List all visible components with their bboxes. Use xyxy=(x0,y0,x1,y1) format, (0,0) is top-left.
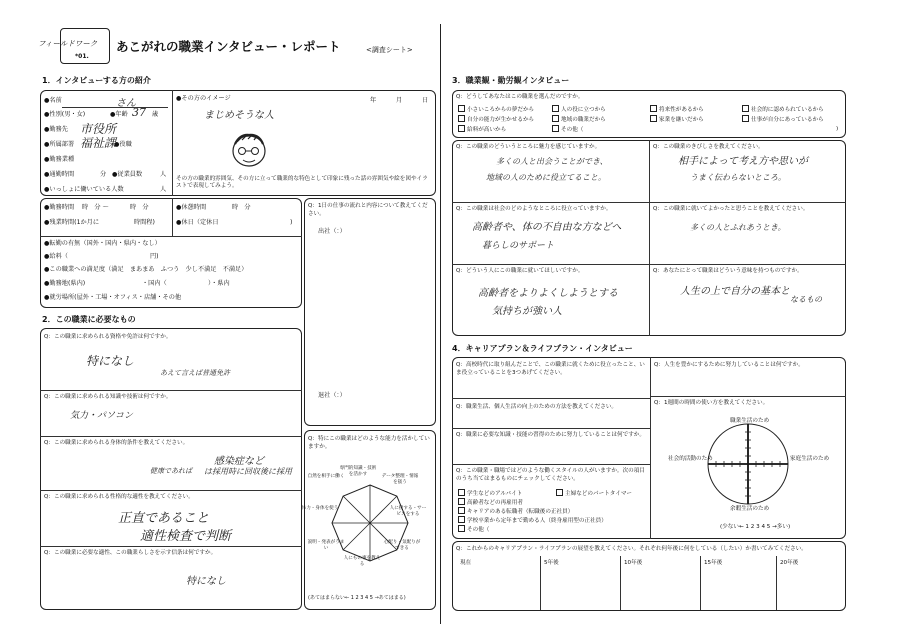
work-style-label: 学生などのアルバイト xyxy=(467,491,523,497)
date-year: 年 xyxy=(370,97,377,104)
checkbox-icon[interactable] xyxy=(458,498,465,505)
week-axis-right: 家庭生活のため xyxy=(790,456,830,462)
radar-label-6: 説明・発表がうまい xyxy=(307,540,345,551)
checkbox-icon[interactable] xyxy=(556,489,563,496)
answer-skills: 気力・パソコン xyxy=(70,411,133,421)
image-note: その方の職業的雰囲気、その方に立って職業的な特色として印象に残った話の雰囲気や絵を図やイラストで表現してみよう。 xyxy=(176,176,428,190)
date-month: 月 xyxy=(396,97,403,104)
answer-license-2: あえて言えば普通免許 xyxy=(160,369,230,377)
plan-column-1: 現在 xyxy=(460,560,472,566)
hours-label: ●勤務時間 xyxy=(44,204,75,211)
hours-end: 時 分 xyxy=(130,204,149,211)
location-label: ●勤務地(県内) xyxy=(44,280,86,287)
checkbox-icon[interactable] xyxy=(650,115,657,122)
staff-label: ●従業員数 xyxy=(112,171,143,178)
reason-label: その他（ xyxy=(561,127,584,133)
question-effort: Q：職業に必要な知識・技能の習得のために努力していることは何ですか。 xyxy=(456,432,645,438)
section2-rule-2 xyxy=(40,436,302,437)
reason-checkbox-1[interactable] xyxy=(458,106,534,113)
plan-column-divider xyxy=(620,556,621,610)
work-style-checkbox-3[interactable] xyxy=(458,499,523,506)
checkbox-icon[interactable] xyxy=(458,489,465,496)
question-improve: Q：職業生活、個人生活の向上のための方法を教えてください。 xyxy=(456,404,618,410)
answer-hardship-2: うまく伝わらないところ。 xyxy=(690,173,786,182)
week-scale: (少ない← 1 2 3 4 5 →多い) xyxy=(720,524,791,530)
checkbox-icon[interactable] xyxy=(458,507,465,514)
question-society: Q：この職業は社会のどのようなところに役立っていますか。 xyxy=(456,206,612,212)
answer-people-1: 高齢者をよりよくしようとする xyxy=(478,288,618,299)
radar-spoke-6 xyxy=(343,523,370,550)
conditions-rule-1 xyxy=(40,236,302,237)
image-label: ●その方のイメージ xyxy=(176,95,231,102)
attitude-rule-1 xyxy=(452,202,846,203)
checkbox-icon[interactable] xyxy=(458,105,465,112)
page-subtitle: <調査シート> xyxy=(366,46,413,54)
page-divider xyxy=(440,24,441,624)
reason-label: 自分の能力が生かせるから xyxy=(467,117,535,123)
transfer-label: ●転勤の有無（国外・国内・県内・なし） xyxy=(44,240,161,247)
radar-label-3: 人に接する・サービスをする xyxy=(389,506,427,517)
answer-physical-2: 感染症など xyxy=(214,456,264,467)
holiday-end: ) xyxy=(290,219,293,226)
work-style-checkbox-5[interactable] xyxy=(458,517,607,524)
break-mid: 時 分 xyxy=(232,204,251,211)
checkbox-icon[interactable] xyxy=(552,125,559,132)
question-physical: Q：この職業に求められる身体的条件を教えてください。 xyxy=(44,440,189,446)
work-label: ●勤務先 xyxy=(44,126,68,133)
question-week: Q：1週間の時間の使い方を教えてください。 xyxy=(654,400,769,406)
checkbox-icon[interactable] xyxy=(552,115,559,122)
ability-radar-scale: (あてはまらない← 1 2 3 4 5 →あてはまる) xyxy=(308,595,406,601)
reason-label: 家業を継いだから xyxy=(659,117,704,123)
question-rich-life: Q：人生を豊かにするために努力していることは何ですか。 xyxy=(654,362,804,368)
answer-society-2: 暮らしのサポート xyxy=(482,241,555,251)
question-work-style: Q：この職業・職場ではどのような働くスタイルの人がいますか。次の項目のうち当てはまるものにチェックしてください。 xyxy=(456,468,645,482)
coworkers-unit: 人 xyxy=(160,186,167,193)
person-sketch xyxy=(226,130,272,172)
question-appeal: Q：この職業のどういうところに魅力を感じていますか。 xyxy=(456,144,601,150)
answer-meaning-2: なるもの xyxy=(790,295,822,304)
profile-divider xyxy=(172,90,173,196)
depart-label: 出社（：） xyxy=(318,228,346,235)
career-rule-3 xyxy=(452,464,650,465)
name-label: ●名前 xyxy=(44,97,62,104)
answer-joy: 多くの人とふれあうとき。 xyxy=(690,223,786,232)
work-style-checkbox-1[interactable] xyxy=(458,490,522,497)
answer-license-1: 特になし xyxy=(86,354,135,368)
position-label: ●役職 xyxy=(114,141,132,148)
break-label: ●休憩時間 xyxy=(176,204,207,211)
answer-appeal-1: 多くの人と出会うことができ、 xyxy=(496,157,608,166)
answer-society-1: 高齢者や、体の不自由な方などへ xyxy=(472,222,622,233)
reason-label: 社会的に認められているから xyxy=(751,107,824,113)
leave-label: 退社（：） xyxy=(318,392,346,399)
location-mid: ・国内（ xyxy=(142,280,167,287)
work-style-label: キャリアのある転職者（転職後の正社員） xyxy=(467,509,574,515)
reason-checkbox-7[interactable] xyxy=(650,116,704,123)
answer-appeal-2: 地域の人のために役立てること。 xyxy=(486,173,606,182)
question-creed: Q：この職業に必要な適性、この職業らしさを示す信条は何ですか。 xyxy=(44,550,217,556)
checkbox-icon[interactable] xyxy=(742,115,749,122)
reason-checkbox-3[interactable] xyxy=(650,106,704,113)
plan-column-2: 5年後 xyxy=(544,560,559,566)
daily-flow-question: Q：1日の仕事の流れと内容について教えてください。 xyxy=(308,203,428,217)
work-style-checkbox-4[interactable] xyxy=(458,508,573,515)
question-meaning: Q：あなたにとって職業はどういう意味を持つものですか。 xyxy=(653,268,803,274)
plan-column-3: 10年後 xyxy=(624,560,643,566)
work-style-checkbox-6[interactable] xyxy=(458,526,489,533)
age-value: 37 xyxy=(132,106,146,119)
checkbox-icon[interactable] xyxy=(458,125,465,132)
age-label: ●年齢 xyxy=(110,111,128,118)
coworkers-label: ●いっしょに働いている人数 xyxy=(44,186,124,193)
radar-label-2: データ整理・情報を扱う xyxy=(381,474,419,485)
plan-column-4: 15年後 xyxy=(704,560,723,566)
location-end: ）・県内 xyxy=(208,280,230,287)
question-license: Q：この職業に求められる資格や免許は何ですか。 xyxy=(44,334,172,340)
career-divider xyxy=(650,357,651,539)
plan-column-divider xyxy=(700,556,701,610)
section3-title: 3．職業観・勤労観インタビュー xyxy=(452,76,570,85)
radar-label-1: 専門的知識・技術を活かす xyxy=(339,466,377,477)
overtime-end: 時間程) xyxy=(134,219,155,226)
question-high-school: Q：高校時代に取り組んだことで、この職業に就くために役立ったこと、いま役立っていることを3つあげてください。 xyxy=(456,362,645,376)
plan-column-divider xyxy=(540,556,541,610)
work-style-label: その他（ xyxy=(467,527,490,533)
checkbox-icon[interactable] xyxy=(552,105,559,112)
image-value: まじめそうな人 xyxy=(204,110,274,121)
reason-label: 地域の職業だから xyxy=(561,117,606,123)
reason-checkbox-6[interactable] xyxy=(552,116,606,123)
reason-label: 仕事が自分にあっているから xyxy=(751,117,824,123)
workplace-label: ●就労場所(屋外・工場・オフィス・店舗・その他 xyxy=(44,294,182,301)
answer-personality-2: 適性検査で判断 xyxy=(140,529,232,544)
question-plan: Q：これからのキャリアプラン・ライフプランの展望を教えてください。それぞれ何年後に何をしている（したい）か書いてみてください。 xyxy=(456,546,807,552)
career-rule-1 xyxy=(452,398,650,399)
checkbox-icon[interactable] xyxy=(458,115,465,122)
ability-radar-question: Q：特にこの職業はどのような能力を活かしていますか。 xyxy=(308,436,430,450)
radar-label-5: 人にもの事を教える xyxy=(343,556,381,567)
holiday-label: ●休日（定休日 xyxy=(176,219,219,226)
section1-title: 1．インタビューする方の紹介 xyxy=(42,76,151,85)
logo-text: フィールドワーク xyxy=(38,39,98,48)
career-rule-4 xyxy=(650,396,846,397)
commute-label: ●通勤時間 xyxy=(44,171,75,178)
reason-checkbox-9[interactable] xyxy=(458,126,506,133)
radar-label-7: 体力・身体を使う xyxy=(301,506,339,511)
overtime-label: ●残業時間(1か月に xyxy=(44,219,100,226)
checkbox-icon[interactable] xyxy=(650,105,657,112)
question-people: Q：どういう人にこの職業に就いてほしいですか。 xyxy=(456,268,584,274)
commute-unit: 分 xyxy=(100,171,107,178)
question-hardship: Q：この職業のきびしさを教えてください。 xyxy=(653,144,764,150)
dept-label: ●所属部署 xyxy=(44,141,75,148)
reason-checkbox-2[interactable] xyxy=(552,106,606,113)
attitude-divider xyxy=(649,140,650,336)
satisfaction-label: ●この職業への満足度（満足 まあまあ ふつう 少し不満足 不満足） xyxy=(44,266,248,273)
week-axis-left: 社会的活動のため xyxy=(668,456,713,462)
radar-label-8: 自然を相手に働く xyxy=(307,474,345,479)
reason-checkbox-5[interactable] xyxy=(458,116,534,123)
plan-column-5: 20年後 xyxy=(780,560,799,566)
reason-checkbox-8[interactable] xyxy=(742,116,824,123)
question-joy: Q：この職業に就いてよかったと思うことを教えてください。 xyxy=(653,206,809,212)
reason-other-close: ) xyxy=(836,126,839,132)
staff-unit: 人 xyxy=(160,171,167,178)
page-title: あこがれの職業インタビュー・レポート xyxy=(116,39,341,54)
question-skills: Q：この職業に求められる知識や技術は何ですか。 xyxy=(44,394,172,400)
question-personality: Q：この職業に求められる性格的な適性を教えてください。 xyxy=(44,494,194,500)
checkbox-icon[interactable] xyxy=(742,105,749,112)
gender-label: ●性別(男・女) xyxy=(44,111,86,118)
section2-rule-4 xyxy=(40,546,302,547)
work-value: 市役所 xyxy=(80,122,117,136)
answer-physical-3: は採用時に回収後に採用 xyxy=(204,467,292,476)
hours-mid: 時 分 ～ xyxy=(82,204,109,211)
logo-number: *01. xyxy=(75,53,89,60)
date-day: 日 xyxy=(422,97,429,104)
work-style-label: 主婦などのパートタイマー xyxy=(565,491,633,497)
reason-checkbox-4[interactable] xyxy=(742,106,824,113)
radar-spoke-8 xyxy=(343,496,370,523)
reason-label: 小さいころからの夢だから xyxy=(467,107,535,113)
answer-personality-1: 正直であること xyxy=(118,511,210,526)
section2-title: 2．この職業に必要なもの xyxy=(42,315,136,324)
name-value: さん xyxy=(116,98,136,109)
reason-label: 給料が高いから xyxy=(467,127,507,133)
reason-checkbox-10[interactable] xyxy=(552,126,583,133)
checkbox-icon[interactable] xyxy=(458,516,465,523)
conditions-divider xyxy=(172,198,173,236)
reason-label: 将来性があるから xyxy=(659,107,704,113)
answer-people-2: 気持ちが強い人 xyxy=(492,306,562,317)
answer-creed: 特になし xyxy=(186,576,226,587)
reason-label: 人の役に立つから xyxy=(561,107,606,113)
dept-value: 福祉課 xyxy=(80,136,117,150)
attitude-rule-2 xyxy=(452,264,846,265)
section4-title: 4．キャリアプラン＆ライフプラン・インタビュー xyxy=(452,344,633,353)
answer-meaning-1: 人生の上で自分の基本と xyxy=(680,286,790,297)
name-underline xyxy=(62,107,168,108)
answer-physical-1: 健康であれば xyxy=(150,467,192,475)
salary-unit: 円) xyxy=(150,253,159,260)
answer-hardship-1: 相手によって考え方や思いが xyxy=(678,156,808,167)
conditions-box xyxy=(40,198,302,308)
week-axis-bottom: 余暇生活のため xyxy=(730,506,770,512)
checkbox-icon[interactable] xyxy=(458,525,465,532)
salary-label: ●給料（ xyxy=(44,253,68,260)
week-axis-top: 職業生活のため xyxy=(730,418,770,424)
age-unit: 歳 xyxy=(152,111,159,118)
radar-label-4: 心配り・気配りができる xyxy=(383,540,421,551)
work-style-checkbox-2[interactable] xyxy=(556,490,632,497)
work-style-label: 学校卒業から定年まで勤める人（終身雇用型の正社員） xyxy=(467,518,607,524)
section2-rule-3 xyxy=(40,490,302,491)
work-style-label: 高齢者などの再雇用者 xyxy=(467,500,523,506)
question-reason: Q：どうしてあなたはこの職業を選んだのですか。 xyxy=(456,94,584,100)
career-rule-2 xyxy=(452,428,650,429)
section2-rule-1 xyxy=(40,390,302,391)
job-type-label: ●勤務業種 xyxy=(44,156,75,163)
plan-column-divider xyxy=(776,556,777,610)
